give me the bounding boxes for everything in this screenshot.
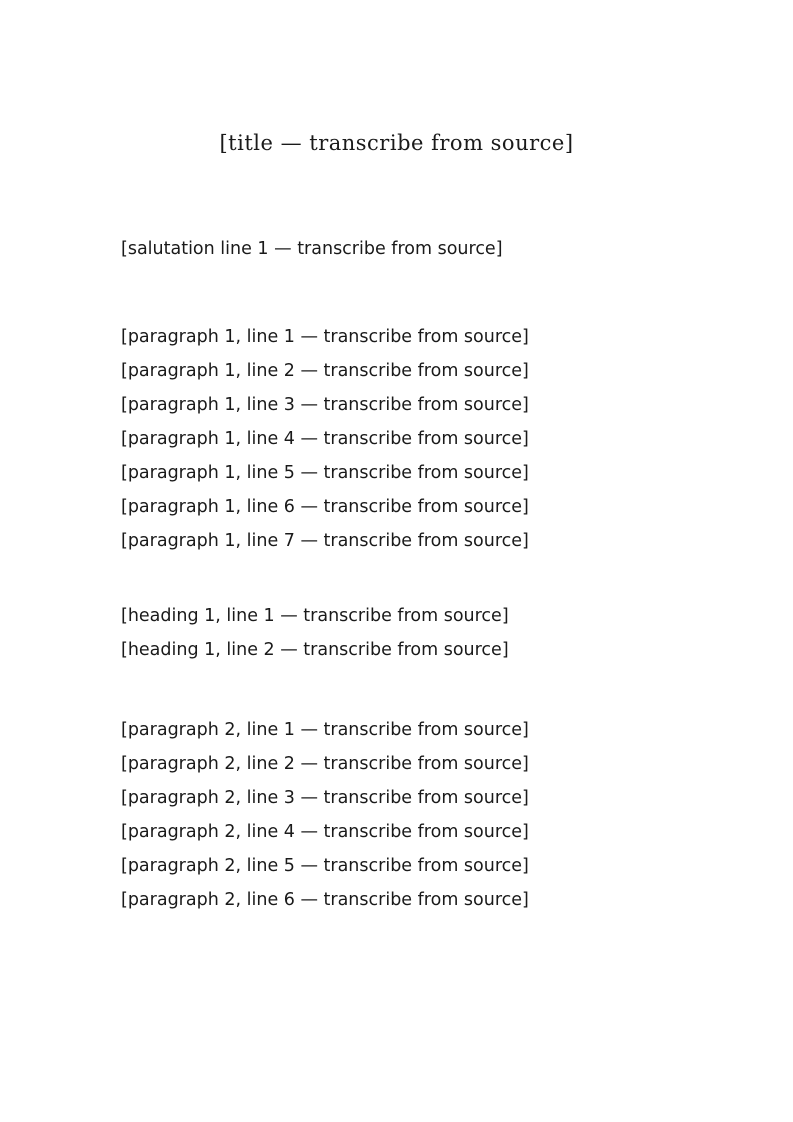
text-line: [paragraph 2, line 2 — transcribe from source]	[121, 754, 529, 774]
text-line: [paragraph 1, line 7 — transcribe from source]	[121, 531, 529, 551]
text-line: [paragraph 1, line 1 — transcribe from source]	[121, 327, 529, 347]
text-line: [heading 1, line 1 — transcribe from source]	[121, 606, 509, 626]
text-line: [paragraph 2, line 1 — transcribe from source]	[121, 720, 529, 740]
text-line: [paragraph 2, line 3 — transcribe from source]	[121, 788, 529, 808]
salutation: [salutation line 1 — transcribe from source]	[121, 239, 503, 259]
text-line: [paragraph 1, line 4 — transcribe from source]	[121, 429, 529, 449]
text-line: [paragraph 2, line 4 — transcribe from source]	[121, 822, 529, 842]
text-line: [heading 1, line 2 — transcribe from source]	[121, 640, 509, 660]
document-title: [title — transcribe from source]	[219, 131, 574, 155]
document-body	[121, 232, 681, 917]
paragraph-spacer	[121, 558, 681, 599]
text-line: [paragraph 1, line 3 — transcribe from source]	[121, 395, 529, 415]
paragraph-spacer	[121, 266, 681, 320]
paragraph-intro	[121, 320, 681, 558]
text-line: [paragraph 2, line 5 — transcribe from source]	[121, 856, 529, 876]
section-heading	[121, 599, 681, 667]
text-line: [paragraph 1, line 5 — transcribe from source]	[121, 463, 529, 483]
paragraph-history	[121, 713, 681, 917]
text-line: [paragraph 2, line 6 — transcribe from source]	[121, 890, 529, 910]
text-line: [paragraph 1, line 6 — transcribe from source]	[121, 497, 529, 517]
text-line: [paragraph 1, line 2 — transcribe from source]	[121, 361, 529, 381]
paragraph-spacer	[121, 667, 681, 713]
